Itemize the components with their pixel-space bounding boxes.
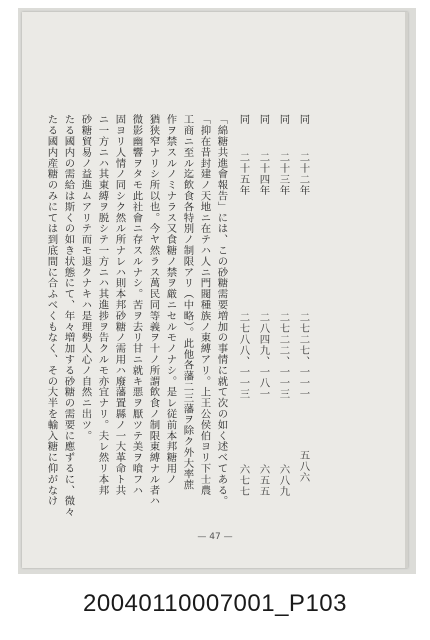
table-row-year: 二十三年 — [277, 152, 290, 196]
page-edge — [405, 12, 408, 568]
body-text-line: 作ヲ禁スルノミナラス又食糖ノ禁ヲ厳ニセルモノナシ。是レ従前本邦糖用ノ — [164, 114, 177, 485]
image-caption: 20040110007001_P103 — [83, 590, 347, 617]
body-text-line: ニ一方ニハ其東縛ヲ脱シテ一方ニハ其進捗ヲ告クルモ亦宜ナリ。夫レ然リ本邦 — [96, 114, 109, 496]
body-text-line: 砂糖貿易ノ益進ムアリテ而モ退クナキハ是理勢人心ノ自然ニ出ツ。 — [79, 114, 92, 441]
table-row-year: 二十四年 — [257, 152, 270, 196]
table-row-year: 二十二年 — [297, 152, 310, 196]
body-text-line: たる國内の需給は斯くの如き状態にて、年々増加する砂糖の需要に應ずるに、微々 — [62, 114, 75, 518]
body-text-line: たる國内産糖のみにては到底間に合ふべくもなく、その大半を輸入糖に仰がなけ — [45, 114, 58, 507]
table-row-value: 二七八八、一一三 — [237, 312, 250, 400]
table-row-extra: 六五五 — [257, 464, 270, 497]
table-row-value: 二七二二、一一三 — [277, 312, 290, 400]
table-row-label: 同 — [277, 114, 290, 125]
body-text-line: 工商ニ至ル迄飲食各特別ノ制限アリ（中略）。此他各藩二三藩ヲ除ク外大率蔗 — [181, 114, 194, 491]
table-row-label: 同 — [297, 114, 310, 125]
table-row-extra: 六八九 — [277, 464, 290, 497]
body-text-line: 「綿糖共進會報告」には、この砂糖需要増加の事情に就て次の如く述べてある。 — [215, 114, 228, 507]
body-text-line: 「抑在昔封建ノ天地ニ在テハ人ニ門閥種族ノ東縛アリ。上王公侯伯ヨリ下士農 — [198, 114, 211, 496]
table-row-label: 同 — [257, 114, 270, 125]
table-row-extra: 六七七 — [237, 464, 250, 497]
document-page — [22, 12, 408, 568]
body-text-line: 固ヨリ人情ノ同シク然ル所ナレハ則本邦砂糖ノ需用ハ廢藩置縣ノ一大革命ト共 — [113, 114, 126, 496]
table-row-value: 二七二七、一一一 — [297, 312, 310, 400]
page-number: — 47 — — [197, 532, 233, 542]
body-text-line: 微影幽響ヲタモ此社會ニ存スルナシ。苦ヲ去リ甘ニ就キ悪ヲ厭ツテ美ヲ喰フハ — [130, 114, 143, 496]
table-row-extra: 五八六 — [297, 450, 310, 483]
body-text-line: 猶狭窄ナリシ所以也。今ヤ然ラス萬民同等義ヲ十ノ所謂飲食ノ制限東縛ナル者ハ — [147, 114, 160, 507]
table-row-value: 二八四九、一八一 — [257, 312, 270, 400]
table-row-label: 同 — [237, 114, 250, 125]
table-row-year: 二十五年 — [237, 152, 250, 196]
